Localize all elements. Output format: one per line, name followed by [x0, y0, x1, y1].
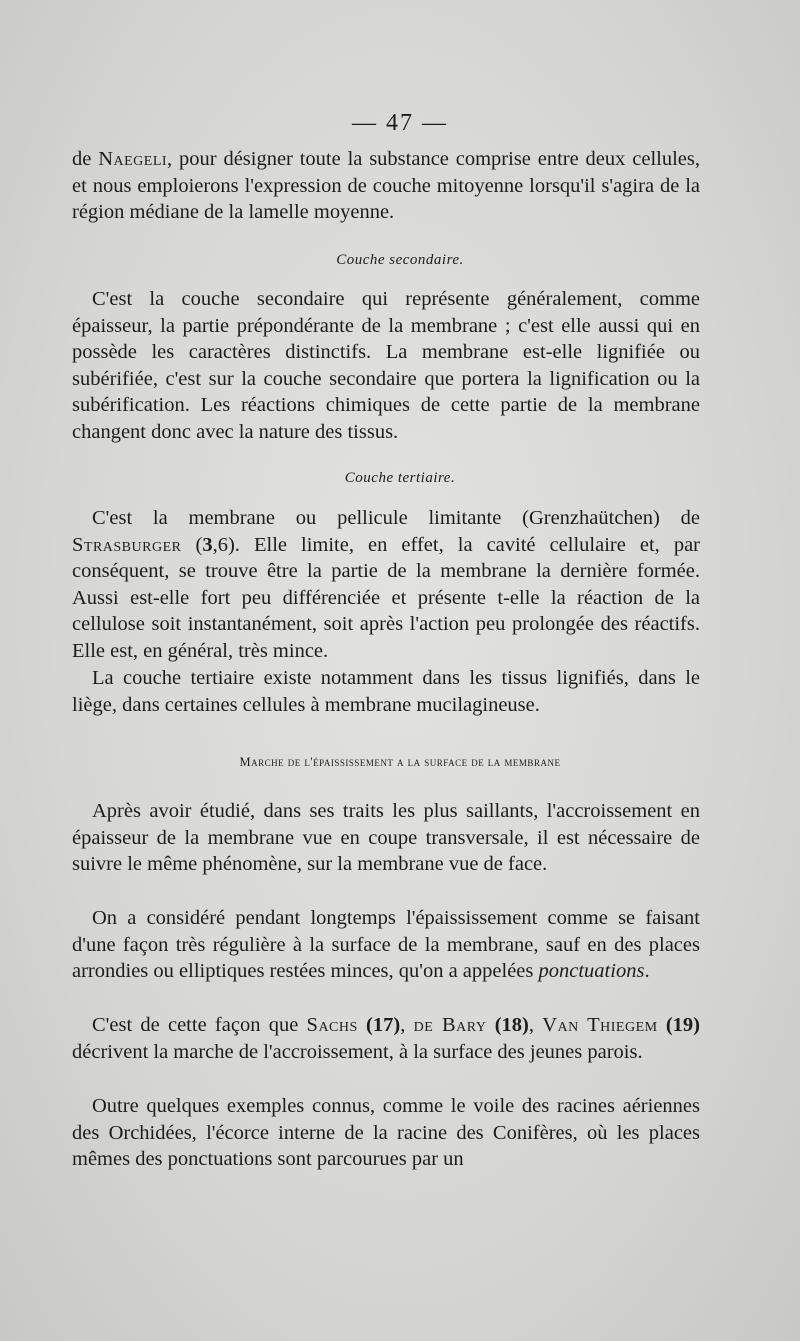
- text-run: C'est de cette façon que: [92, 1014, 307, 1036]
- reference-number: 3: [202, 533, 213, 556]
- paragraph-tertiaire-tissus: La couche tertiaire existe notamment dans les tissus lignifiés, dans le liège, dans certaines cellules à membrane mucilagineuse.: [72, 667, 700, 716]
- text-run: ,6). Elle limite, en effet, la cavité cellulaire et, par conséquent, se trouve être la partie de la membrane la dernière formée. Aussi est-elle fort peu différenciée et présente t-elle la réaction de la cellulose soit instantanément, soit après l'action peu prolongée des réactifs. Elle est, en général, très mince.: [72, 533, 700, 662]
- text-run: , pour désigner toute la substance comprise entre deux cellules, et nous emploierons l'expression de couche mitoyenne lorsqu'il s'agira de la région médiane de la lamelle moyenne.: [72, 148, 700, 224]
- section-heading-marche: [0, 755, 800, 770]
- paragraph-outre: Outre quelques exemples connus, comme le voile des racines aériennes des Orchidées, l'écorce interne de la racine des Conifères, où les places mêmes des ponctuations sont parcourues par un: [72, 1095, 700, 1171]
- paragraph-secondaire: C'est la couche secondaire qui représente généralement, comme épaisseur, la partie prépondérante de la membrane ; c'est elle aussi qui en possède les caractères distinctifs. La membrane est-elle lignifiée ou subérifiée, c'est sur la couche secondaire que portera la lignification ou la subérification. Les réactions chimiques de cette partie de la membrane changent donc avec la nature des tissus.: [72, 288, 700, 443]
- text-run: On a considéré pendant longtemps l'épaississement comme se faisant d'une façon très régulière à la surface de la membrane, sauf en des places arrondies ou elliptiques restées minces, qu'on a appelées: [72, 907, 700, 983]
- author-name: de Bary: [413, 1014, 487, 1036]
- paragraph-tertiaire: [72, 505, 700, 665]
- section-heading-tertiaire: Couche tertiaire.: [344, 470, 456, 486]
- reference-number: (19): [665, 1014, 700, 1036]
- section-heading-secondaire: Couche secondaire.: [336, 252, 464, 268]
- reference-number: (18): [494, 1014, 529, 1036]
- paragraph-lamelle: [72, 146, 700, 226]
- text-run: (: [181, 533, 203, 556]
- author-name: Strasburger: [72, 533, 182, 556]
- paragraph-ponctuations: [72, 905, 700, 985]
- page-number: — 47 —: [352, 110, 448, 136]
- term-ponctuations: ponctuations: [538, 960, 645, 983]
- paragraph-sachs: [72, 1012, 700, 1065]
- text-run: ,: [400, 1014, 414, 1036]
- text-run: C'est la membrane ou pellicule limitante (Grenzhaütchen) de: [92, 507, 700, 529]
- author-name: Van Thiegem: [542, 1014, 658, 1036]
- author-name: Naegeli: [98, 148, 168, 170]
- heading-text: Marche de l'épaississement a la surface de la membrane: [239, 755, 561, 769]
- author-name: Sachs: [306, 1014, 358, 1036]
- text-run: décrivent la marche de l'accroissement, à la surface des jeunes parois.: [72, 1040, 643, 1063]
- text-run: de: [72, 148, 99, 170]
- reference-number: (17): [366, 1014, 401, 1036]
- text-run: .: [644, 960, 650, 983]
- text-run: ,: [528, 1014, 543, 1036]
- paragraph-apres: Après avoir étudié, dans ses traits les plus saillants, l'accroissement en épaisseur de la membrane vue en coupe transversale, il est nécessaire de suivre le même phénomène, sur la membrane vue de face.: [72, 800, 700, 876]
